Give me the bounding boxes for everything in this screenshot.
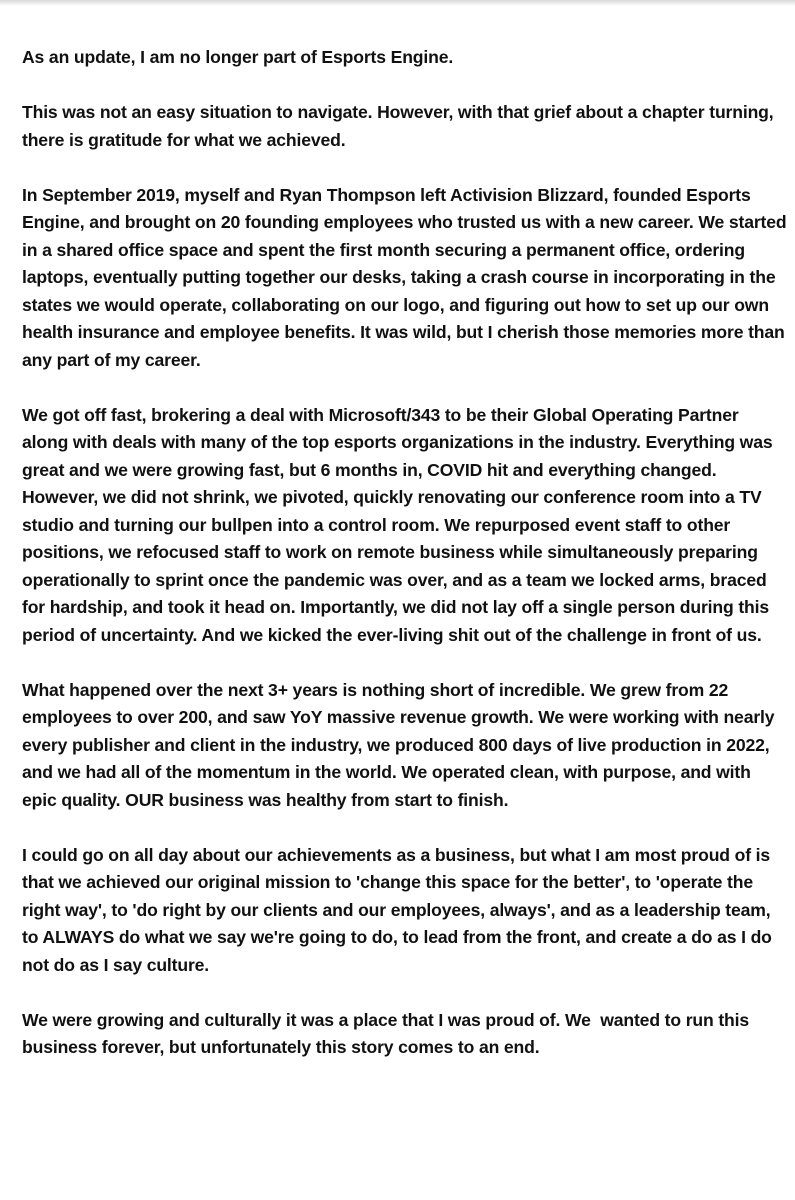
- paragraph-covid-pivot: We got off fast, brokering a deal with Microsoft/343 to be their Global Operating Partner along with deals with many of the top esports organizations in the industry. Everything was great and we were growing fast, but 6 months in, COVID hit and everything changed. However, we did not shrink, we pivoted, quickly renovating our conference room into a TV studio and turning our bullpen into a control room. We repurposed event staff to other positions, we refocused staff to work on remote business while simultaneously preparing operationally to sprint once the pandemic was over, and as a team we locked arms, braced for hardship, and took it head on. Importantly, we did not lay off a single person during this period of uncertainty. And we kicked the ever-living shit out of the challenge in front of us.: [22, 404, 778, 645]
- paragraph-gratitude: This was not an easy situation to navigate. However, with that grief about a chapter turning, there is gratitude for what we achieved.: [22, 102, 779, 150]
- paragraph-mission: I could go on all day about our achievements as a business, but what I am most proud of is that we achieved our original mission to 'change this space for the better', to 'operate the right way', to 'do right by our clients and our employees, always', and as a leadership team, to ALWAYS do what we say we're going to do, to lead from the front, and create a do as I do not do as I say culture.: [22, 844, 777, 975]
- statement-document: [22, 44, 792, 1089]
- paragraph-update: As an update, I am no longer part of Esports Engine.: [22, 47, 454, 67]
- paragraph-growth: What happened over the next 3+ years is nothing short of incredible. We grew from 22 employees to over 200, and saw YoY massive revenue growth. We were working with nearly every publisher and client in the industry, we produced 800 days of live production in 2022, and we had all of the momentum in the world. We operated clean, with purpose, and with epic quality. OUR business was healthy from start to finish.: [22, 679, 780, 810]
- screenshot-top-edge: [0, 0, 795, 6]
- paragraph-ending: We were growing and culturally it was a place that I was proud of. We wanted to run this business forever, but unfortunately this story comes to an end.: [22, 1009, 754, 1057]
- paragraph-founding: In September 2019, myself and Ryan Thompson left Activision Blizzard, founded Esports Engine, and brought on 20 founding employees who trusted us with a new career. We started in a shared office space and spent the first month securing a permanent office, ordering laptops, eventually putting together our desks, taking a crash course in incorporating in the states we would operate, collaborating on our logo, and figuring out how to set up our own health insurance and employee benefits. It was wild, but I cherish those memories more than any part of my career.: [22, 184, 792, 370]
